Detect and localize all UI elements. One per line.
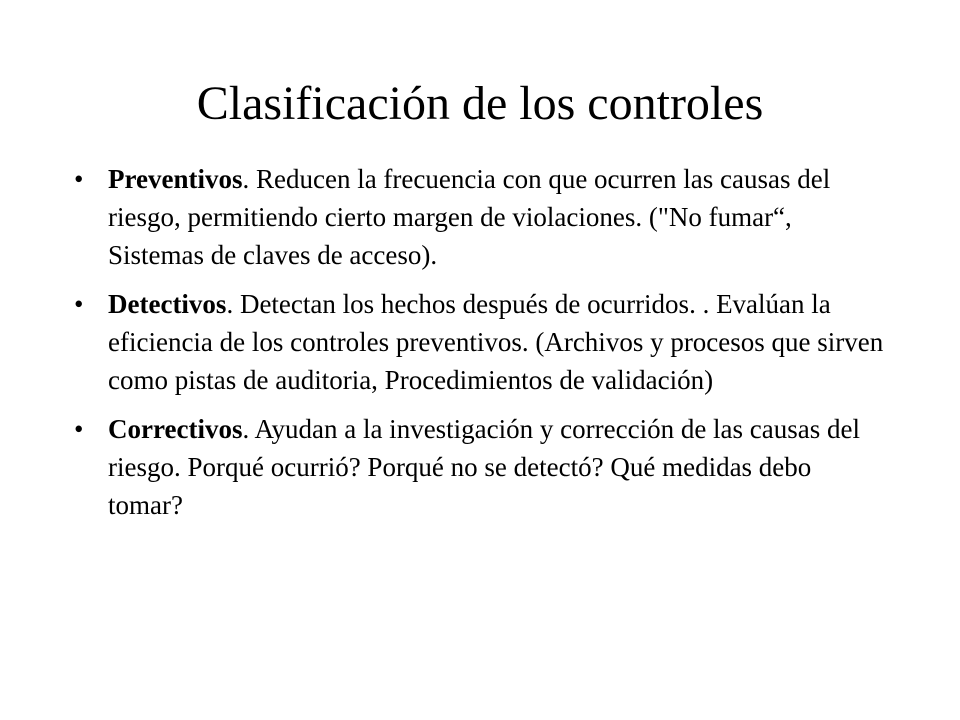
bullet-icon: • <box>74 289 84 319</box>
bullet-term: Correctivos <box>108 414 243 444</box>
bullet-item-correctivos <box>72 410 892 524</box>
bullet-item-detectivos <box>72 285 892 399</box>
bullet-icon: • <box>74 164 84 194</box>
bullet-text: . Detectan los hechos después de ocurridos. . Evalúan la eficiencia de los controles preventivos. (Archivos y procesos que sirven como pistas de auditoria, Procedimientos de validación) <box>108 289 884 395</box>
slide-title: Clasificación de los controles <box>196 77 764 130</box>
bullet-list <box>72 160 892 535</box>
bullet-term: Detectivos <box>108 289 227 319</box>
bullet-text: . Ayudan a la investigación y corrección de las causas del riesgo. Porqué ocurrió? Porqué no se detectó? Qué medidas debo tomar? <box>108 414 860 520</box>
bullet-term: Preventivos <box>108 164 243 194</box>
bullet-item-preventivos <box>72 160 892 274</box>
bullet-icon: • <box>74 414 84 444</box>
bullet-text: . Reducen la frecuencia con que ocurren las causas del riesgo, permitiendo cierto margen de violaciones. ("No fumar“, Sistemas de claves de acceso). <box>108 164 831 270</box>
